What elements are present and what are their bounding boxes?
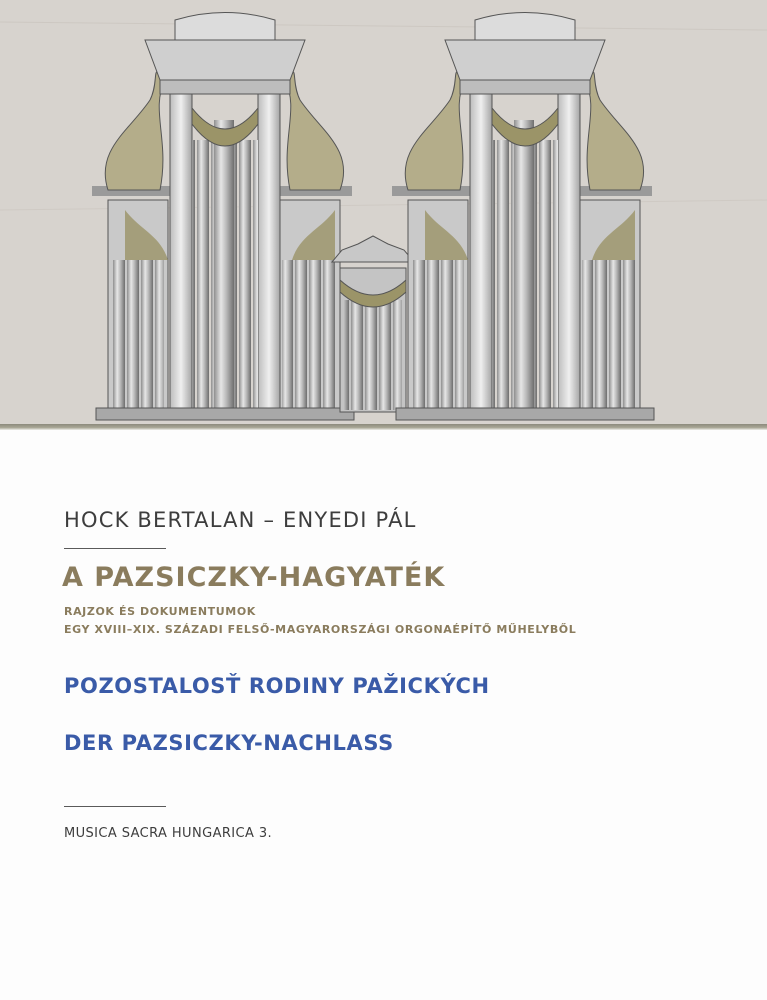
book-subtitle-line1: RAJZOK ÉS DOKUMENTUMOK xyxy=(64,605,256,618)
organ-case-drawing-icon xyxy=(0,0,767,424)
book-title-hungarian: A PAZSICZKY-HAGYATÉK xyxy=(62,562,446,593)
book-authors: HOCK BERTALAN – ENYEDI PÁL xyxy=(64,508,417,532)
cover-divider-band xyxy=(0,424,767,430)
book-title-german: DER PAZSICZKY-NACHLASS xyxy=(64,731,394,755)
divider-rule-top xyxy=(64,548,166,549)
book-subtitle-line2: EGY XVIII–XIX. SZÁZADI FELSŐ-MAGYARORSZÁGI ORGONAÉPÍTŐ MŰHELYBŐL xyxy=(64,623,577,636)
divider-rule-bottom xyxy=(64,806,166,807)
book-title-slovak: POZOSTALOSŤ RODINY PAŽICKÝCH xyxy=(64,674,490,698)
organ-drawing-illustration xyxy=(0,0,767,424)
book-series: MUSICA SACRA HUNGARICA 3. xyxy=(64,826,273,841)
